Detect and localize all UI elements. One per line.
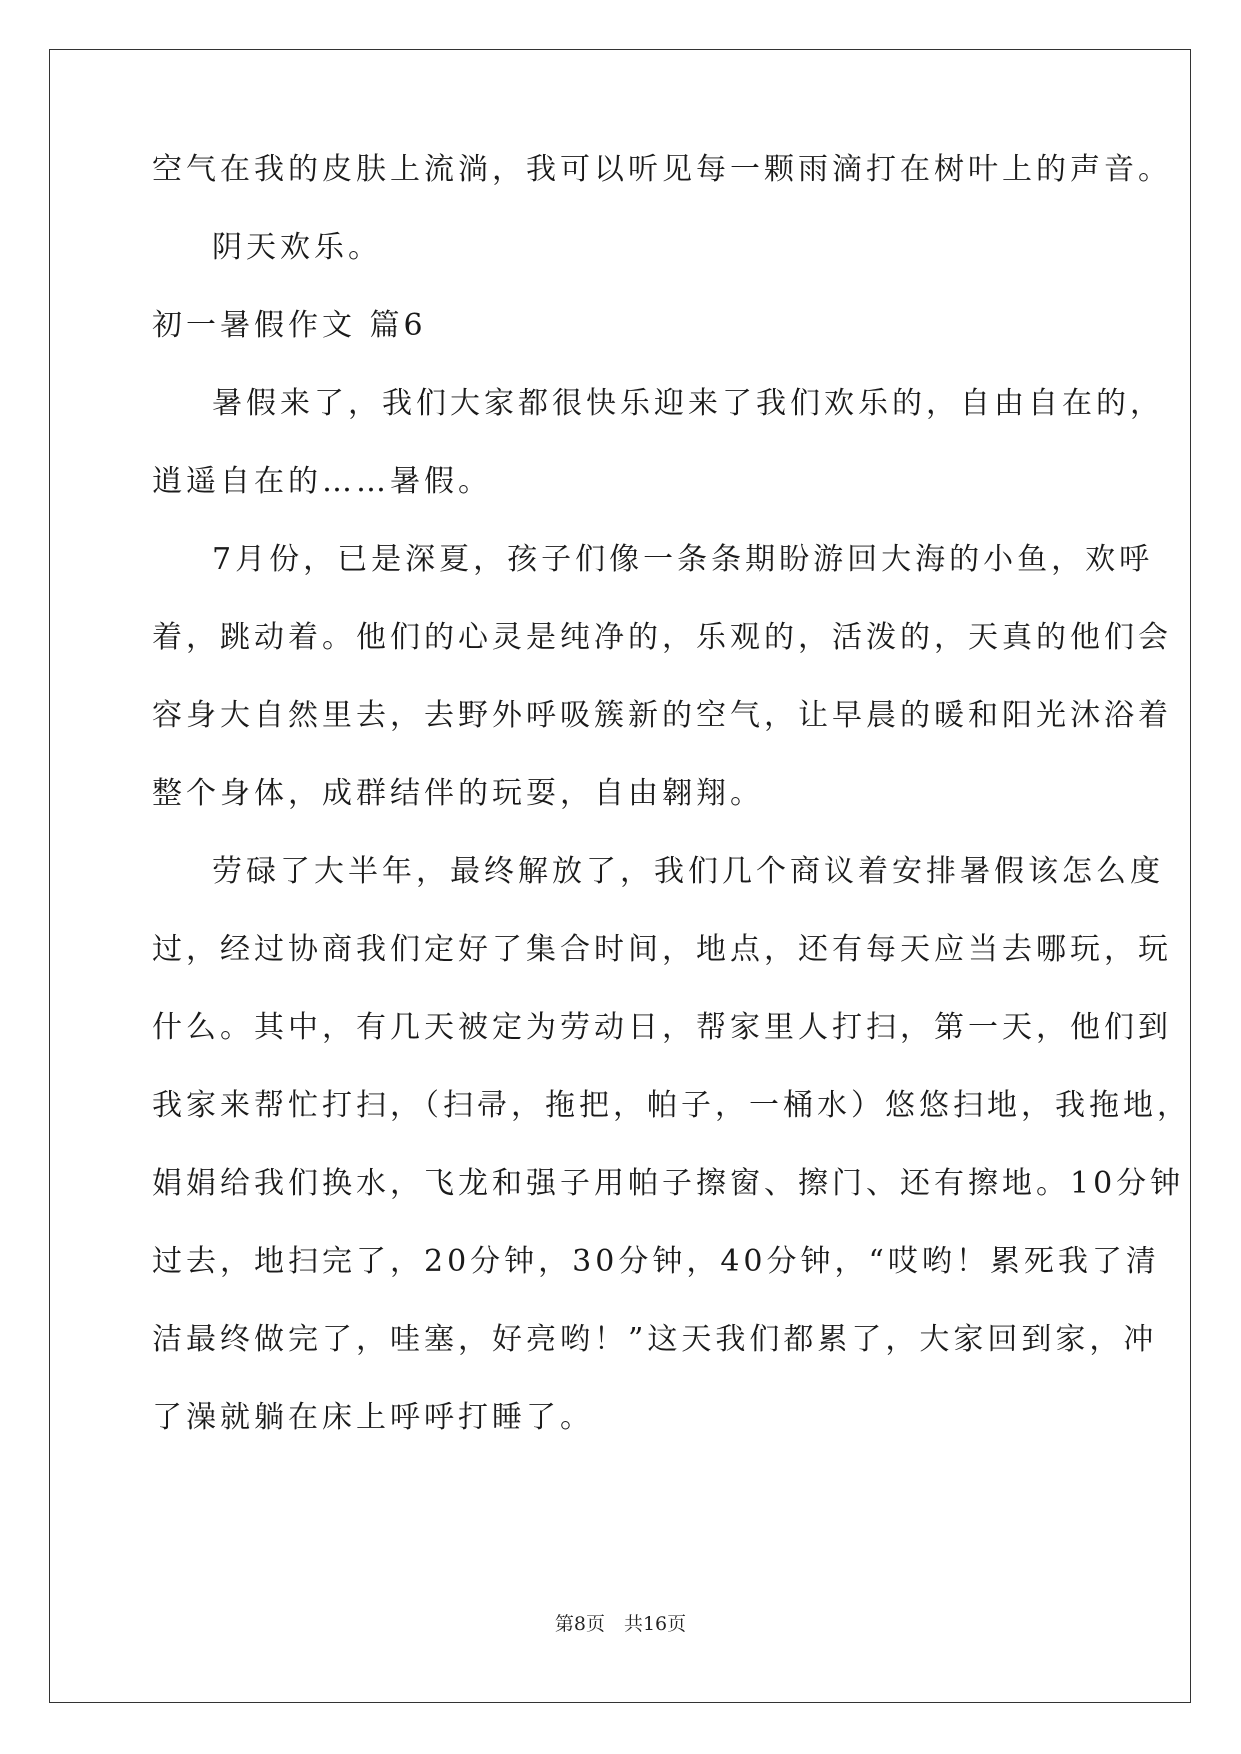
paragraph-line: 逍遥自在的……暑假。 [152,464,492,499]
paragraph-line: 暑假来了，我们大家都很快乐迎来了我们欢乐的，自由自在的， [212,386,1164,421]
paragraph-line: 我家来帮忙打扫，（扫帚，拖把，帕子，一桶水）悠悠扫地，我拖地， [152,1088,1191,1123]
section-heading: 初一暑假作文 篇6 [152,308,427,343]
paragraph-line: 什么。其中，有几天被定为劳动日，帮家里人打扫，第一天，他们到 [152,1010,1172,1045]
paragraph-line: 7月份，已是深夏，孩子们像一条条期盼游回大海的小鱼，欢呼 [212,542,1154,577]
paragraph-line: 了澡就躺在床上呼呼打睡了。 [152,1400,594,1435]
paragraph-line: 空气在我的皮肤上流淌，我可以听见每一颗雨滴打在树叶上的声音。 [152,152,1172,187]
paragraph-line: 阴天欢乐。 [212,230,382,265]
paragraph-line: 劳碌了大半年，最终解放了，我们几个商议着安排暑假该怎么度 [212,854,1164,889]
paragraph-line: 洁最终做完了，哇塞，好亮哟！”这天我们都累了，大家回到家，冲 [152,1322,1158,1357]
paragraph-line: 娟娟给我们换水，飞龙和强子用帕子擦窗、擦门、还有擦地。10分钟 [152,1166,1185,1201]
page-number: 第8页 共16页 [554,1613,687,1635]
paragraph-line: 过去，地扫完了，20分钟，30分钟，40分钟，“哎哟！累死我了清 [152,1244,1160,1279]
paragraph-line: 着，跳动着。他们的心灵是纯净的，乐观的，活泼的，天真的他们会 [152,620,1172,655]
paragraph-line: 过，经过协商我们定好了集合时间，地点，还有每天应当去哪玩，玩 [152,932,1172,967]
paragraph-line: 整个身体，成群结伴的玩耍，自由翱翔。 [152,776,764,811]
paragraph-line: 容身大自然里去，去野外呼吸簇新的空气，让早晨的暖和阳光沐浴着 [152,698,1172,733]
